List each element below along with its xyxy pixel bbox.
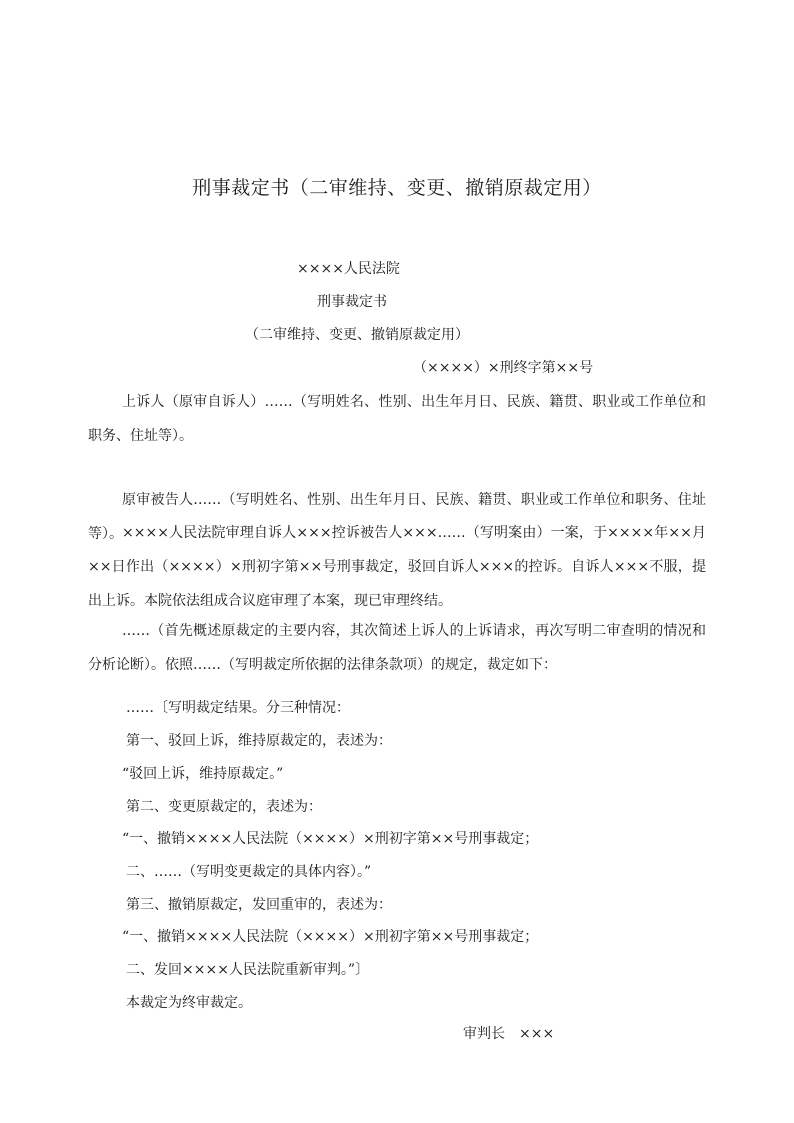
case-two-heading: 第二、变更原裁定的，表述为： <box>126 799 322 815</box>
case-three-heading: 第三、撤销原裁定，发回重审的，表述为： <box>126 897 392 913</box>
document-subtitle: （二审维持、变更、撤销原裁定用） <box>245 327 469 343</box>
paragraph-facts: ××××人民法院审理自诉人×××控诉被告人×××……（写明案由）一案，于××××年××月××日作出（××××）×刑初字第××号刑事裁定，驳回自诉人×××的控诉。自诉人×××不服，提出上诉。本院依法组成合议庭审理了本案，现已审理终结。 <box>88 525 706 609</box>
document-type: 刑事裁定书 <box>317 294 387 310</box>
case-two-wording-2: 二、……（写明变更裁定的具体内容）。” <box>126 864 372 880</box>
case-three-wording-2: 二、发回××××人民法院重新审判。”〕 <box>126 962 370 978</box>
signature-line <box>463 1024 554 1044</box>
paragraph-appellant: 上诉人（原审自诉人）……（写明姓名、性别、出生年月日、民族、籍贯、职业或工作单位和职务、住址等）。 <box>88 394 706 444</box>
case-one-heading: 第一、驳回上诉，维持原裁定的，表述为： <box>126 733 392 749</box>
case-three-wording-1: “一、撤销××××人民法院（××××）×刑初字第××号刑事裁定； <box>122 929 539 945</box>
case-one-wording: “驳回上诉，维持原裁定。” <box>122 766 284 782</box>
signature-role: 审判长 <box>463 1026 505 1042</box>
case-number: （××××）×刑终字第××号 <box>413 360 594 376</box>
case-two-wording-1: “一、撤销××××人民法院（××××）×刑初字第××号刑事裁定； <box>122 831 539 847</box>
court-name: ××××人民法院 <box>297 261 400 277</box>
paragraph-analysis: ……（首先概述原裁定的主要内容，其次简述上诉人的上诉请求，再次写明二审查明的情况和分析论断）。依照……（写明裁定所依据的法律条款项）的规定，裁定如下： <box>88 623 706 673</box>
signature-name: ××× <box>519 1026 555 1042</box>
final-ruling-note: 本裁定为终审裁定。 <box>126 995 252 1011</box>
ruling-intro-line: ……〔写明裁定结果。分三种情况： <box>126 700 350 716</box>
paragraph-defendant: 原审被告人……（写明姓名、性别、出生年月日、民族、籍贯、职业或工作单位和职务、住址等）。 <box>88 492 706 542</box>
document-title: 刑事裁定书（二审维持、变更、撤销原裁定用） <box>192 177 602 199</box>
